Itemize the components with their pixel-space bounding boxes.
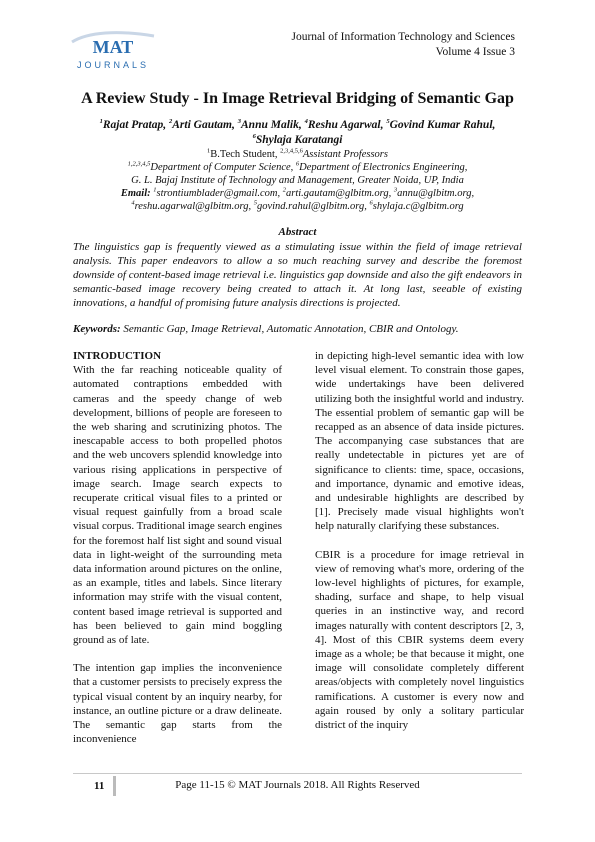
author: $^2$Arti Gautam, [168, 118, 238, 131]
author: $^5$Govind Kumar Rahul, [386, 118, 496, 131]
email-link[interactable]: shylaja.c@glbitm.org [372, 201, 464, 212]
body-paragraph: in depicting high-level semantic idea with low level visual element. To constrain those gapes, wide undertakings have been delivered utilizing both the insightful world and industry. The essential problem of semantic gap will be recapped as an absence of data inside pictures. The accompanying case substances that are really undetectable in pictures yet are of significance to clients: time, space, occasions, and importance, dynamic and emotive ideas, and undesirable highlights are described by [1]. Precisely made visual highlights won't help naturally clarifying these substances. [315, 350, 524, 533]
mat-journals-logo [58, 26, 168, 74]
author: $^3$Annu Malik, [237, 118, 305, 131]
paper-title: A Review Study - In Image Retrieval Bridging of Semantic Gap [81, 90, 514, 107]
section-heading-introduction: INTRODUCTION [73, 350, 162, 362]
email-line-2: $^4$reshu.agarwal@glbitm.org, $^5$govind.rahul@glbitm.org, $^6$shylaja.c@glbitm.org [131, 199, 464, 212]
email-link[interactable]: annu@glbitm.org, [397, 188, 475, 199]
logo-mat-text: MAT [92, 37, 134, 57]
email-link[interactable]: arti.gautam@glbitm.org [286, 188, 389, 199]
email-line-1: Email: $^1$strontiumblader@gmail.com, $^2$arti.gautam@glbitm.org, $^3$annu@glbitm.org, [120, 186, 475, 199]
email-link[interactable]: reshu.agarwal@glbitm.org [134, 201, 249, 212]
affiliation-roles: $^1$B.Tech Student, $^{2,3,4,5,6}$Assistant Professors [207, 147, 388, 160]
footer-copyright: Page 11-15 © MAT Journals 2018. All Rights Reserved [175, 779, 420, 791]
abstract-heading: Abstract [278, 226, 317, 238]
abstract-text: The linguistics gap is frequently viewed as a stimulating issue within the field of image retrieval analysis. This paper endeavors to allow a so much reaching survey and describe the foremost downside of content-based image retrieval i.e. linguistics gap downside and also the gift endeavors in semantic-based image recovery being created to attach it. At long last, seeable of existing innovations, a handful of promising future analysis directions is projected. [73, 241, 522, 309]
author: $^1$Rajat Pratap, [99, 118, 169, 131]
keywords [73, 322, 522, 336]
body-column-left [73, 349, 282, 760]
email-link[interactable]: strontiumblader@gmail.com [156, 188, 278, 199]
affiliation-departments: $^{1,2,3,4,5}$Department of Computer Science, $^6$Department of Electronics Engineering, [127, 160, 468, 173]
affiliation-institute: G. L. Bajaj Institute of Technology and Management, Greater Noida, UP, India [131, 175, 464, 186]
body-paragraph: The intention gap implies the inconvenience that a customer persists to precisely express the typical visual content by an inquiry nearby, for instance, an outline picture or a draw delineate. The semantic gap starts from the inconvenience [73, 662, 282, 746]
author: $^4$Reshu Agarwal, [304, 118, 387, 131]
body-column-right [315, 349, 524, 746]
keywords-text: Semantic Gap, Image Retrieval, Automatic Annotation, CBIR and Ontology. [120, 323, 459, 335]
affiliations [60, 148, 535, 213]
logo-journals-text: JOURNALS [76, 60, 150, 70]
page-number: 11 [94, 780, 105, 792]
journal-header [292, 30, 516, 60]
email-link[interactable]: govind.rahul@glbitm.org [256, 201, 365, 212]
body-paragraph: With the far reaching noticeable quality of automated contraptions embedded with cameras and the speedy change of web development, billions of people are foreseen to the web sharing and scrutinizing photos. The inescapable access to both propelled photos and the web uncovers splendid knowledge into various rising applications in perspective of image search. Image search expects to recuperate critical visual files to a printed or visual request gainfully from a broad scale visual corpus. Traditional image search engines for the foremost half list sight and sound visual data in light-weight of the surrounding meta data information around pictures on the online, as an example, titles and labels. Since literary information may strife with the visual content, content based image retrieval is supported and has been believed to gain mind boggling ground as of late. [73, 364, 282, 647]
body-paragraph: CBIR is a procedure for image retrieval in view of removing what's more, ordering of the low-level highlights of pictures, for example, shading, surface and shape, to help visual queries in an instinctive way, and record images naturally with content descriptors [2, 3, 4]. Most of this CBIR systems deem every image as a whole; be that because it might, one image will consolidate completely different areas/objects with completely novel linguistics ramifications. A customer is every now and again roused by only a solitary particular district of the inquiry [315, 548, 524, 732]
journal-volume: Volume 4 Issue 3 [435, 46, 515, 58]
keywords-label: Keywords: [73, 323, 121, 335]
author: $^6$Shylaja Karatangi [252, 133, 343, 146]
footer-divider [73, 773, 522, 774]
journal-name: Journal of Information Technology and Sciences [291, 31, 515, 43]
author-list [60, 118, 535, 148]
